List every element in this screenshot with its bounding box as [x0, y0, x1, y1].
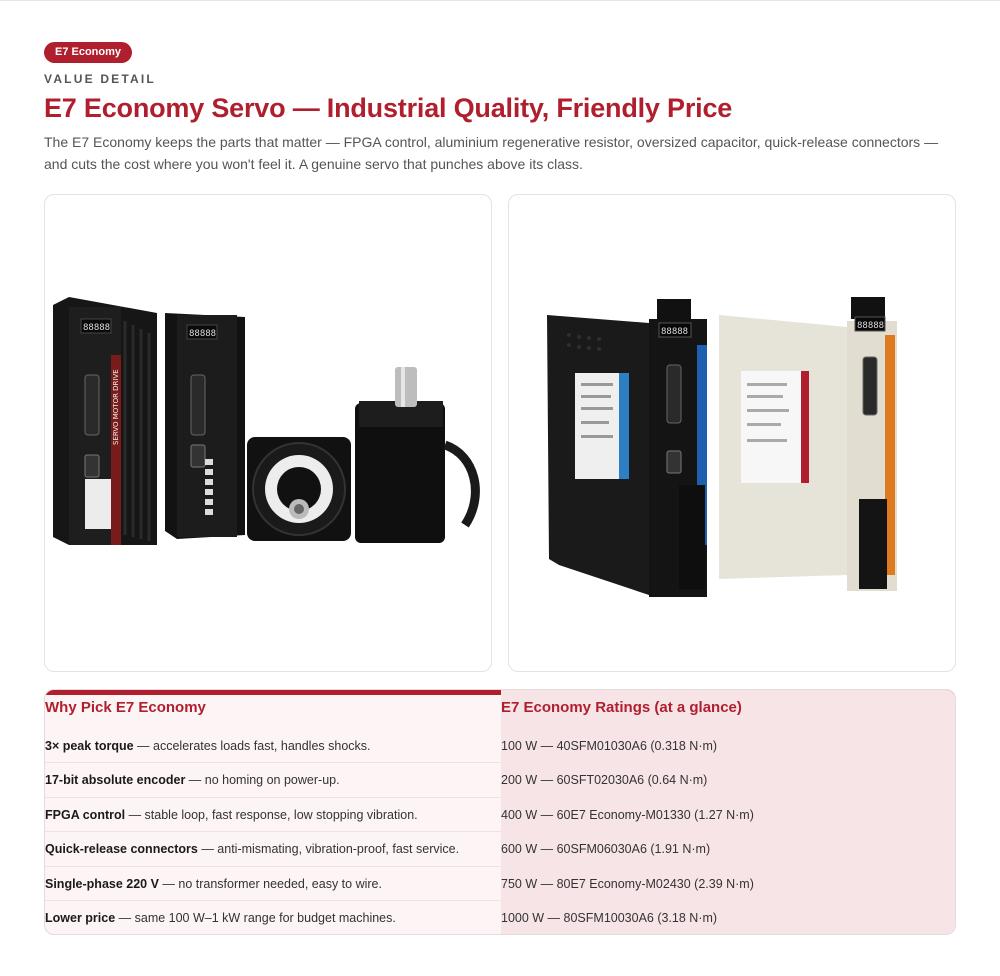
servo-drives-and-motors-illustration: [45, 195, 492, 672]
top-divider: [0, 0, 1000, 1]
why-item: [45, 832, 501, 866]
rating-item: 750 W — 80E7 Economy-M02430 (2.39 N·m): [501, 876, 754, 891]
page-description: The E7 Economy keeps the parts that matter — FPGA control, aluminium regenerative resistor, oversized capacitor, quick-release connectors — and cuts the cost where you won't feel it. A genuine servo that punches above its class.: [44, 134, 939, 172]
why-column: [45, 690, 501, 934]
why-item-text: — stable loop, fast response, low stopping vibration.: [125, 807, 418, 822]
svg-text:SERVO MOTOR DRIVE: SERVO MOTOR DRIVE: [112, 369, 120, 445]
why-item: [45, 763, 501, 797]
svg-text:88888: 88888: [189, 329, 217, 339]
why-item: [45, 901, 501, 935]
why-item-title: 3× peak torque: [45, 739, 134, 753]
why-item-text: — anti-mismating, vibration-proof, fast service.: [197, 842, 460, 857]
why-item: [45, 729, 501, 763]
why-item-text: — accelerates loads fast, handles shocks.: [133, 739, 371, 753]
why-item-title: Quick-release connectors: [45, 842, 198, 857]
why-heading: Why Pick E7 Economy: [45, 699, 206, 716]
svg-text:88888: 88888: [857, 321, 885, 331]
rating-item: 1000 W — 80SFM10030A6 (3.18 N·m): [501, 910, 718, 925]
svg-text:88888: 88888: [83, 323, 111, 333]
product-image-drives-motors: [44, 194, 492, 672]
why-item-title: 17-bit absolute encoder: [45, 773, 186, 788]
series-badge: E7 Economy: [44, 42, 132, 63]
why-item-text: — same 100 W–1 kW range for budget machines.: [115, 910, 396, 925]
why-item-title: FPGA control: [45, 807, 126, 822]
ratings-column: [501, 690, 956, 934]
why-item-title: Lower price: [45, 910, 116, 925]
why-item-text: — no transformer needed, easy to wire.: [158, 876, 382, 891]
features-ratings-panel: [44, 689, 956, 935]
rating-item: 100 W — 40SFM01030A6 (0.318 N·m): [501, 739, 718, 753]
why-item-title: Single-phase 220 V: [45, 876, 159, 891]
why-item: [45, 798, 501, 832]
page-title: E7 Economy Servo — Industrial Quality, Friendly Price: [44, 93, 733, 123]
rating-item: 400 W — 60E7 Economy-M01330 (1.27 N·m): [501, 807, 754, 822]
why-item: [45, 867, 501, 901]
why-item-text: — no homing on power-up.: [185, 773, 340, 788]
section-eyebrow: VALUE DETAIL: [44, 72, 156, 86]
rating-item: 600 W — 60SFM06030A6 (1.91 N·m): [501, 842, 711, 857]
servo-drives-side-illustration: [509, 195, 956, 672]
svg-text:88888: 88888: [661, 327, 689, 337]
rating-item: 200 W — 60SFT02030A6 (0.64 N·m): [501, 773, 708, 788]
product-image-drives-side: [508, 194, 956, 672]
ratings-heading: E7 Economy Ratings (at a glance): [501, 699, 742, 716]
